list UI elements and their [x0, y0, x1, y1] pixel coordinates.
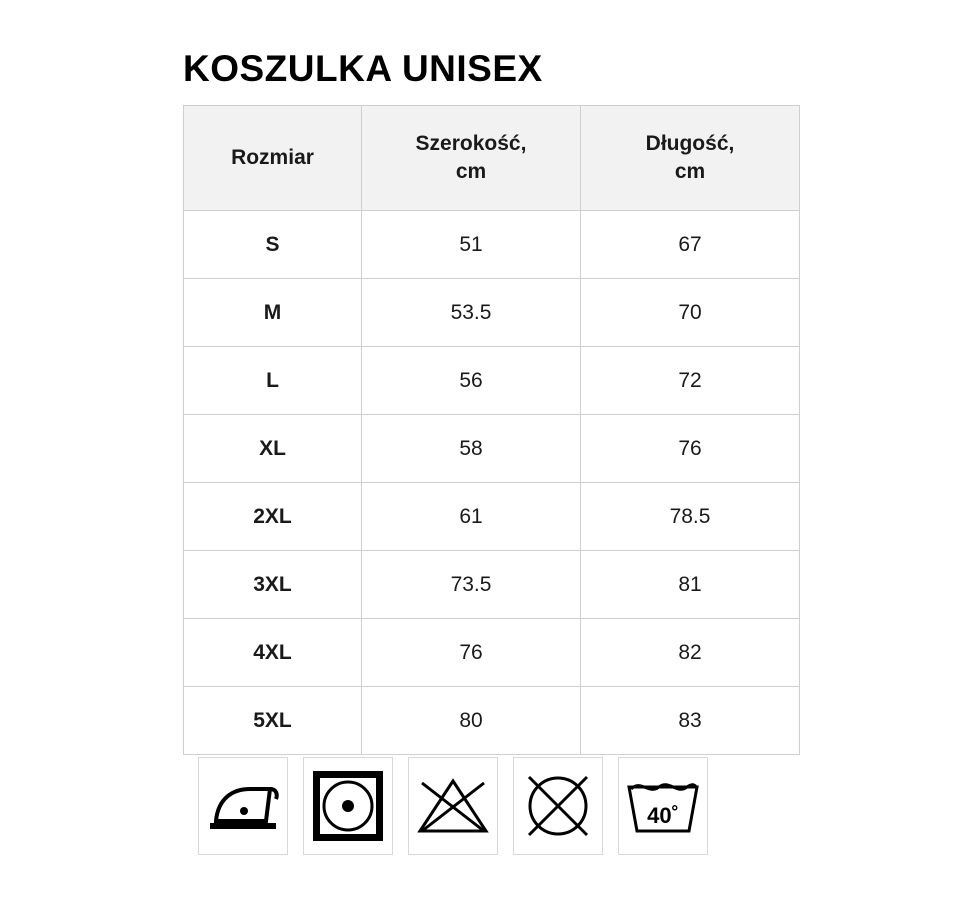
wash-40-degrees-glyph: [625, 775, 701, 837]
cell-length: 78.5: [581, 483, 800, 551]
table-row: [184, 279, 800, 347]
cell-width: 51: [362, 211, 581, 279]
table-row: [184, 415, 800, 483]
do-not-bleach-glyph: [416, 775, 490, 837]
cell-size: 3XL: [184, 551, 362, 619]
column-header-length-line2: cm: [674, 160, 706, 183]
do-not-dry-clean-icon: [513, 757, 603, 855]
cell-length: 82: [581, 619, 800, 687]
table-row: [184, 551, 800, 619]
do-not-bleach-icon: [408, 757, 498, 855]
page-title: KOSZULKA UNISEX: [183, 48, 543, 89]
column-header-width-line1: Szerokość,: [415, 131, 527, 155]
cell-width: 53.5: [362, 279, 581, 347]
column-header-width: [362, 106, 581, 211]
size-table: [183, 105, 800, 755]
cell-size: S: [184, 211, 362, 279]
cell-width: 56: [362, 347, 581, 415]
column-header-width-line2: cm: [455, 160, 487, 183]
cell-width: 73.5: [362, 551, 581, 619]
cell-size: 4XL: [184, 619, 362, 687]
cell-width: 80: [362, 687, 581, 755]
cell-length: 67: [581, 211, 800, 279]
cell-size: L: [184, 347, 362, 415]
cell-length: 72: [581, 347, 800, 415]
cell-width: 61: [362, 483, 581, 551]
table-row: [184, 347, 800, 415]
table-row: [184, 687, 800, 755]
cell-size: XL: [184, 415, 362, 483]
cell-length: 83: [581, 687, 800, 755]
cell-size: 2XL: [184, 483, 362, 551]
table-header: [184, 106, 800, 211]
column-header-size: Rozmiar: [184, 106, 362, 211]
cell-length: 76: [581, 415, 800, 483]
cell-width: 76: [362, 619, 581, 687]
table-row: [184, 211, 800, 279]
care-symbols-row: [198, 757, 708, 855]
wash-temperature-label: 40˚: [647, 803, 679, 828]
table-body: [184, 211, 800, 755]
table-row: [184, 619, 800, 687]
do-not-dry-clean-glyph: [521, 769, 595, 843]
tumble-dry-normal-icon: [303, 757, 393, 855]
cell-size: 5XL: [184, 687, 362, 755]
iron-one-dot-glyph: [206, 777, 280, 835]
cell-length: 81: [581, 551, 800, 619]
table-row: [184, 483, 800, 551]
iron-one-dot-icon: [198, 757, 288, 855]
cell-width: 58: [362, 415, 581, 483]
column-header-length-line1: Długość,: [645, 131, 735, 155]
cell-length: 70: [581, 279, 800, 347]
tumble-dry-normal-glyph: [311, 769, 385, 843]
cell-size: M: [184, 279, 362, 347]
wash-40-degrees-icon: [618, 757, 708, 855]
column-header-length: [581, 106, 800, 211]
table-header-row: [184, 106, 800, 211]
